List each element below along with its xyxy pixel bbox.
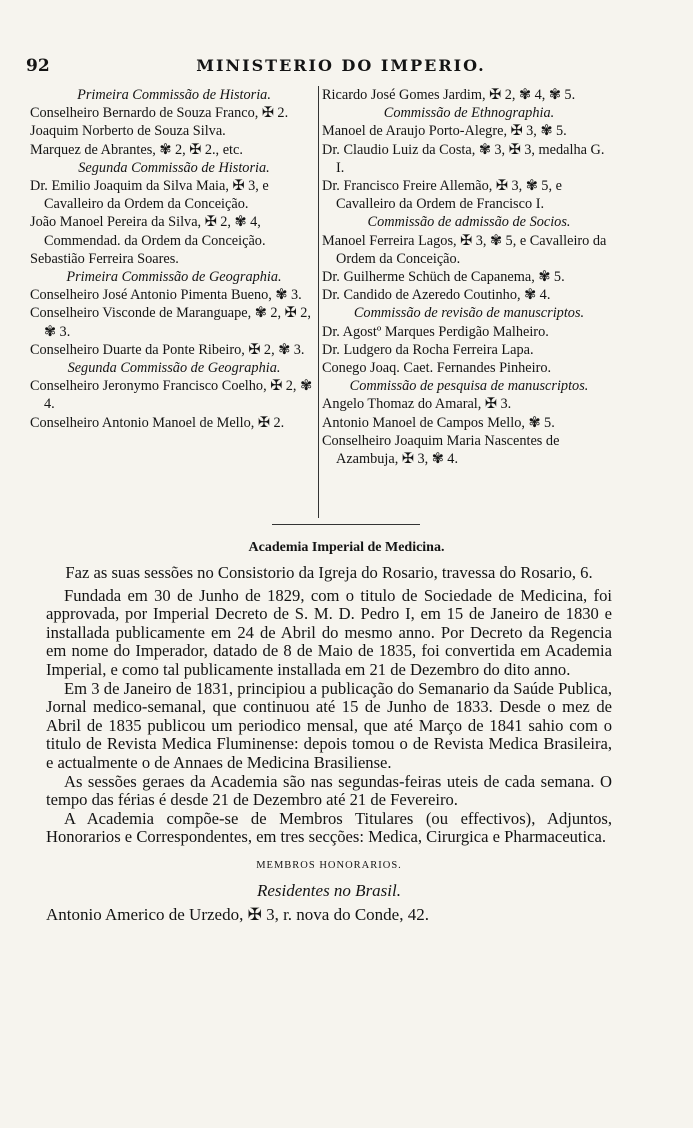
- commission-heading: Segunda Commissão de Historia.: [78, 159, 270, 176]
- column-rule: [318, 86, 319, 518]
- member-entry: Conselheiro Duarte da Ponte Ribeiro, ✠ 2, ✾ 3.: [30, 341, 305, 358]
- member-entry: Dr. Ludgero da Rocha Ferreira Lapa.: [322, 341, 534, 358]
- member-entry: Conselheiro José Antonio Pimenta Bueno, ✾ 3.: [30, 287, 302, 304]
- member-entry: Sebastião Ferreira Soares.: [30, 250, 179, 267]
- member-entry: Conselheiro Visconde de Maranguape, ✾ 2, ✠ 2, ✾ 3.: [30, 305, 311, 340]
- members-subtitle: Residentes no Brasil.: [256, 880, 401, 900]
- commission-heading: Commissão de admissão de Socios.: [367, 214, 571, 231]
- section-divider: [272, 524, 420, 525]
- members-title: MEMBROS HONORARIOS.: [256, 859, 402, 871]
- academia-paragraph-2: Em 3 de Janeiro de 1831, principiou a publicação do Semanario da Saúde Publica, Jornal medico-semanal, que continuou até 15 de Junho de 1833. Desde o mez de Abril de 1835 publicou um periodico mensal, que até Março de 1841 sahio com o titulo de Revista Medica Fluminense: depois tomou o de Revista Medica Brasileira, e actualmente o de Annaes de Medicina Brasiliense.: [46, 678, 612, 772]
- academia-paragraph-1: Fundada em 30 de Junho de 1829, com o titulo de Sociedade de Medicina, foi approvada, por Imperial Decreto de S. M. D. Pedro I, em 15 de Janeiro de 1830 e installada publicamente em 24 de Abril do mesmo anno. Por Decreto da Regencia em nome do Imperador, datado de 8 de Maio de 1835, foi convertida em Academia Imperial, e como tal publicamente installada em 21 de Dezembro do dito anno.: [46, 585, 612, 679]
- member-entry: Dr. Emilio Joaquim da Silva Maia, ✠ 3, e Cavalleiro da Ordem da Conceição.: [30, 178, 269, 213]
- commission-heading: Commissão de pesquisa de manuscriptos.: [349, 378, 589, 395]
- member-entry: João Manoel Pereira da Silva, ✠ 2, ✾ 4, Commendad. da Ordem da Conceição.: [30, 214, 266, 249]
- academia-body: [46, 564, 612, 925]
- member-entry: Conselheiro Antonio Manoel de Mello, ✠ 2.: [30, 414, 285, 431]
- member-entry: Antonio Americo de Urzedo, ✠ 3, r. nova do Conde, 42.: [46, 905, 429, 925]
- member-entry: Antonio Manoel de Campos Mello, ✾ 5.: [322, 414, 555, 431]
- member-entry: Conselheiro Bernardo de Souza Franco, ✠ 2.: [30, 105, 289, 122]
- commission-heading: Primeira Commissão de Geographia.: [66, 269, 282, 286]
- page-header: [26, 56, 656, 80]
- academia-title: Academia Imperial de Medicina.: [248, 540, 445, 555]
- member-entry: Ricardo José Gomes Jardim, ✠ 2, ✾ 4, ✾ 5.: [322, 87, 576, 103]
- member-entry: Dr. Francisco Freire Allemão, ✠ 3, ✾ 5, e Cavalleiro da Ordem de Francisco I.: [322, 178, 562, 213]
- page-number: 92: [26, 56, 50, 76]
- two-column-listing: [30, 86, 610, 518]
- member-entry: Manoel Ferreira Lagos, ✠ 3, ✾ 5, e Cavalleiro da Ordem da Conceição.: [322, 232, 607, 267]
- member-entry: Joaquim Norberto de Souza Silva.: [30, 123, 226, 140]
- commission-heading: Commissão de revisão de manuscriptos.: [353, 305, 585, 322]
- right-column: [322, 86, 616, 468]
- member-entry: Conselheiro Joaquim Maria Nascentes de Azambuja, ✠ 3, ✾ 4.: [322, 432, 560, 468]
- left-column: [30, 86, 318, 432]
- member-entry: Conselheiro Jeronymo Francisco Coelho, ✠ 2, ✾ 4.: [30, 378, 313, 413]
- running-title: MINISTERIO DO IMPERIO.: [196, 56, 486, 75]
- commission-heading: Commissão de Ethnographia.: [383, 105, 555, 122]
- commission-heading: Primeira Commissão de Historia.: [77, 87, 271, 103]
- commission-heading: Segunda Commissão de Geographia.: [67, 360, 281, 377]
- member-entry: Marquez de Abrantes, ✾ 2, ✠ 2., etc.: [30, 141, 243, 158]
- member-entry: Dr. Claudio Luiz da Costa, ✾ 3, ✠ 3, medalha G. I.: [322, 141, 605, 176]
- academia-intro: Faz as suas sessões no Consistorio da Igreja do Rosario, travessa do Rosario, 6.: [65, 563, 593, 582]
- member-entry: Angelo Thomaz do Amaral, ✠ 3.: [322, 396, 512, 413]
- member-entry: Dr. Agostº Marques Perdigão Malheiro.: [322, 323, 549, 340]
- member-entry: Conego Joaq. Caet. Fernandes Pinheiro.: [322, 360, 552, 377]
- academia-paragraph-3: As sessões geraes da Academia são nas segundas-feiras uteis de cada semana. O tempo das férias é desde 21 de Dezembro até 21 de Fevereiro.: [46, 771, 612, 810]
- member-entry: Dr. Guilherme Schüch de Capanema, ✾ 5.: [322, 269, 565, 286]
- member-entry: Manoel de Araujo Porto-Alegre, ✠ 3, ✾ 5.: [322, 123, 567, 140]
- academia-paragraph-4: A Academia compõe-se de Membros Titulares (ou effectivos), Adjuntos, Honorarios e Correspondentes, em tres secções: Medica, Cirurgica e Pharmaceutica.: [46, 808, 612, 847]
- member-entry: Dr. Candido de Azeredo Coutinho, ✾ 4.: [322, 287, 551, 304]
